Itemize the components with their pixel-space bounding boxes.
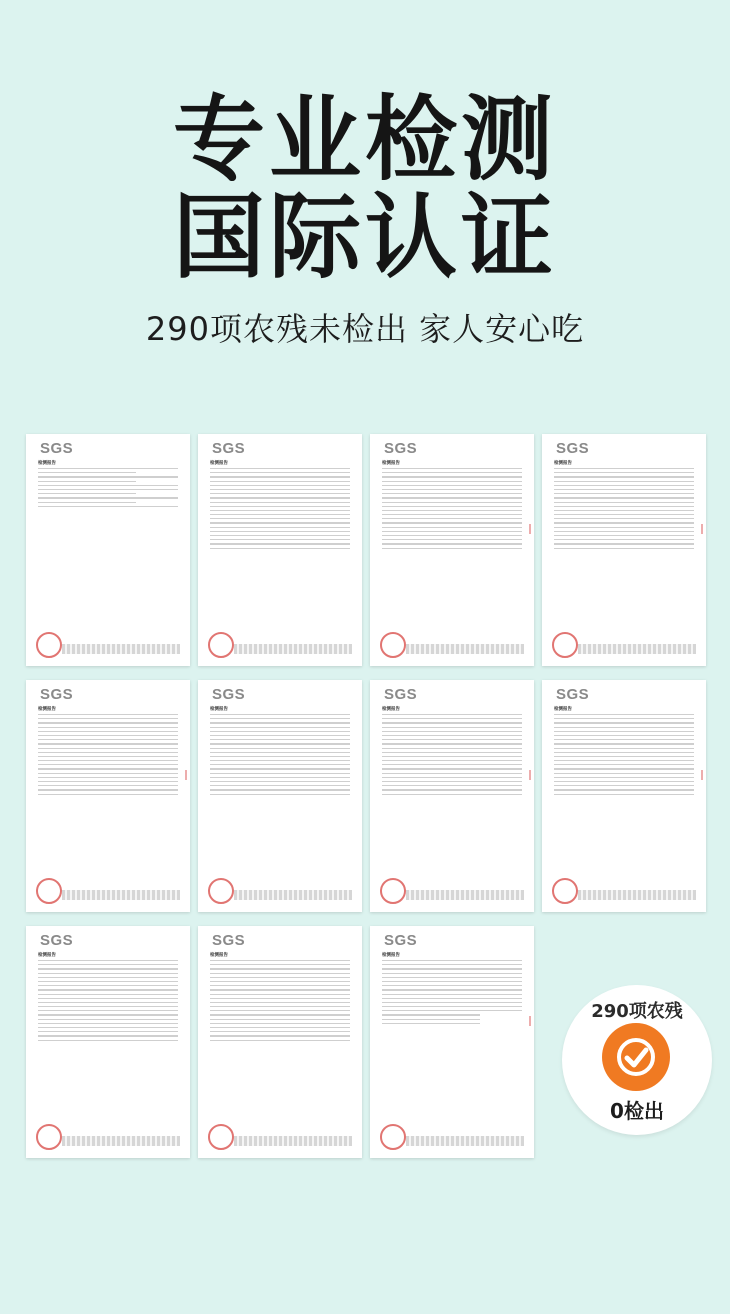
report-header: 检测报告 xyxy=(210,707,228,712)
sgs-logo: SGS xyxy=(40,932,74,949)
edge-mark xyxy=(695,770,703,780)
sgs-logo: SGS xyxy=(212,686,246,703)
report-footer xyxy=(578,644,696,654)
seal-stamp-icon xyxy=(208,878,234,904)
report-header: 检测报告 xyxy=(554,707,572,712)
report-footer xyxy=(406,890,524,900)
seal-stamp-icon xyxy=(552,632,578,658)
report-lines xyxy=(38,468,178,510)
report-header: 检测报告 xyxy=(38,707,56,712)
report-page xyxy=(370,926,534,1158)
badge-bottom-text: 0检出 xyxy=(610,1099,664,1123)
report-footer xyxy=(234,644,352,654)
sgs-logo: SGS xyxy=(384,440,418,457)
report-lines xyxy=(38,960,178,1044)
seal-stamp-icon xyxy=(552,878,578,904)
headline-line-2: 国际认证 xyxy=(172,184,557,291)
report-lines xyxy=(382,960,522,1027)
report-footer xyxy=(62,1136,180,1146)
report-footer xyxy=(62,890,180,900)
report-footer xyxy=(234,1136,352,1146)
edge-mark xyxy=(523,524,531,534)
report-footer xyxy=(234,890,352,900)
report-page xyxy=(542,680,706,912)
edge-mark xyxy=(695,524,703,534)
report-footer xyxy=(578,890,696,900)
report-header: 检测报告 xyxy=(38,461,56,466)
report-page xyxy=(198,434,362,666)
seal-stamp-icon xyxy=(380,1124,406,1150)
seal-stamp-icon xyxy=(380,878,406,904)
seal-stamp-icon xyxy=(36,878,62,904)
report-page xyxy=(26,434,190,666)
report-header: 检测报告 xyxy=(210,461,228,466)
sgs-logo: SGS xyxy=(384,686,418,703)
report-page xyxy=(370,434,534,666)
subtitle: 290项农残未检出 家人安心吃 xyxy=(145,310,585,348)
edge-mark xyxy=(523,770,531,780)
report-header: 检测报告 xyxy=(38,953,56,958)
report-footer xyxy=(406,1136,524,1146)
report-lines xyxy=(382,714,522,798)
headline-line-1: 专业检测 xyxy=(172,86,557,193)
report-page xyxy=(26,926,190,1158)
edge-mark xyxy=(523,1016,531,1026)
report-lines xyxy=(210,714,350,798)
report-page xyxy=(542,434,706,666)
sgs-logo: SGS xyxy=(556,686,590,703)
report-page xyxy=(198,680,362,912)
seal-stamp-icon xyxy=(36,632,62,658)
seal-stamp-icon xyxy=(36,1124,62,1150)
sgs-logo: SGS xyxy=(40,686,74,703)
report-header: 检测报告 xyxy=(210,953,228,958)
report-lines xyxy=(210,468,350,552)
report-page xyxy=(370,680,534,912)
report-lines xyxy=(382,468,522,552)
sgs-logo: SGS xyxy=(556,440,590,457)
report-page xyxy=(198,926,362,1158)
seal-stamp-icon xyxy=(208,632,234,658)
report-lines xyxy=(38,714,178,798)
sgs-logo: SGS xyxy=(212,440,246,457)
edge-mark xyxy=(179,770,187,780)
seal-stamp-icon xyxy=(208,1124,234,1150)
sgs-logo: SGS xyxy=(40,440,74,457)
report-lines xyxy=(554,714,694,798)
report-footer xyxy=(62,644,180,654)
report-header: 检测报告 xyxy=(554,461,572,466)
sgs-logo: SGS xyxy=(384,932,418,949)
report-lines xyxy=(210,960,350,1044)
report-header: 检测报告 xyxy=(382,707,400,712)
zero-detected-badge xyxy=(562,985,712,1135)
sgs-logo: SGS xyxy=(212,932,246,949)
check-icon xyxy=(602,1023,670,1091)
report-page xyxy=(26,680,190,912)
report-footer xyxy=(406,644,524,654)
report-header: 检测报告 xyxy=(382,953,400,958)
report-header: 检测报告 xyxy=(382,461,400,466)
badge-top-text: 290项农残 xyxy=(591,1001,683,1022)
report-lines xyxy=(554,468,694,552)
seal-stamp-icon xyxy=(380,632,406,658)
